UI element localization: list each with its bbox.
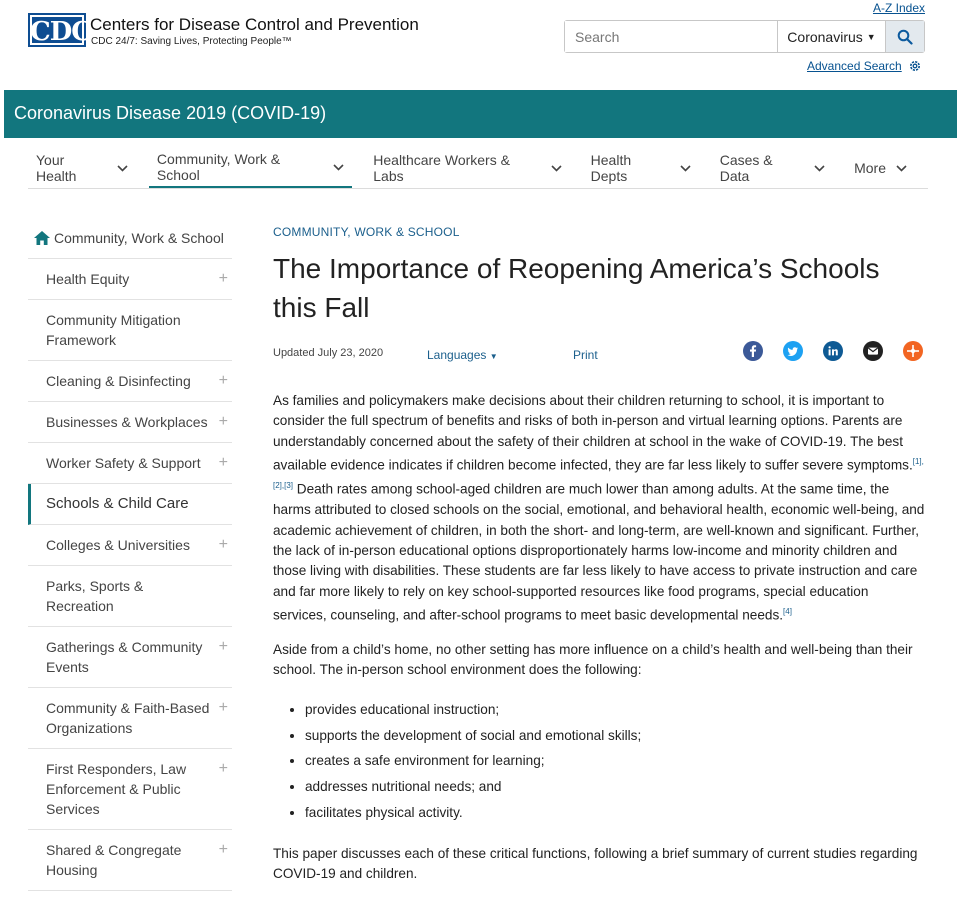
intro-text-b: Death rates among school-aged children are much lower than among adults. At the same time, the harms attributed to closed schools on the social, emotional, and behavioral health, economic well-being, and academic achievement of children, in both the short- and long-term, are well-known and significant. Further, the lack of in-person educational options disproportionately harms low-income and minority children and those living with disabilities. These students are far less likely to have access to private instruction and care and far more likely to rely on key school-supported resources like food programs, special education services, counseling, and after-school programs to meet basic developmental needs.	[273, 481, 925, 623]
social-share	[723, 341, 923, 361]
sidebar-item-label: Community & Faith-Based Organizations	[46, 700, 210, 736]
body-paragraph: Aside from a child’s home, no other setting has more influence on a child’s health and well-being than their school. The in-person school environment does the following:	[273, 642, 913, 678]
nav-more[interactable]	[846, 148, 915, 188]
sidebar-item-businesses[interactable]	[28, 402, 232, 443]
intro-paragraph	[273, 391, 925, 626]
org-name: Centers for Disease Control and Prevention	[90, 15, 419, 34]
gear-icon	[908, 59, 922, 73]
sidebar-item-label: Community Mitigation Framework	[46, 312, 181, 348]
chevron-down-icon	[896, 165, 907, 172]
main-content	[273, 225, 925, 885]
plus-icon[interactable]: +	[218, 699, 228, 716]
chevron-down-icon	[551, 165, 562, 172]
sidebar-item-label: Shared & Congregate Housing	[46, 842, 182, 878]
email-icon[interactable]	[863, 341, 883, 361]
site-banner[interactable]: Coronavirus Disease 2019 (COVID-19)	[4, 90, 957, 138]
search-bar	[564, 20, 925, 53]
nav-community-work-school[interactable]	[149, 148, 352, 188]
sidebar-home-label: Community, Work & School	[54, 230, 224, 246]
plus-icon[interactable]: +	[218, 760, 228, 777]
home-icon	[34, 230, 50, 250]
sidebar-item-worker-safety[interactable]	[28, 443, 232, 484]
plus-icon[interactable]: +	[218, 454, 228, 471]
summary-paragraph: This paper discusses each of these critical functions, following a brief summary of current studies regarding COVID-19 and children.	[273, 845, 918, 882]
page-title: The Importance of Reopening America’s Schools this Fall	[273, 253, 880, 323]
nav-label: Healthcare Workers & Labs	[373, 152, 510, 184]
nav-healthcare-workers-labs[interactable]	[365, 148, 569, 188]
top-nav	[28, 148, 928, 189]
tagline: CDC 24/7: Saving Lives, Protecting People™	[91, 36, 292, 47]
advanced-search-link[interactable]	[807, 59, 922, 73]
list-item: • creates a safe environment for learning;	[305, 748, 925, 774]
caret-down-icon: ▼	[866, 31, 876, 42]
search-scope-dropdown[interactable]	[778, 21, 886, 52]
sidebar-item-label: Schools & Child Care	[46, 495, 189, 512]
sidebar-item-parks[interactable]	[28, 566, 232, 627]
sidebar-item-shared-housing[interactable]	[28, 830, 232, 891]
chevron-down-icon	[117, 165, 128, 172]
functions-list	[305, 697, 925, 826]
plus-icon[interactable]: +	[218, 372, 228, 389]
cdc-logo[interactable]: CDC	[28, 13, 86, 47]
breadcrumb[interactable]: COMMUNITY, WORK & SCHOOL	[273, 225, 460, 239]
sidebar-item-schools[interactable]	[28, 484, 232, 525]
plus-icon[interactable]: +	[218, 413, 228, 430]
plus-icon[interactable]: +	[218, 536, 228, 553]
sidebar-item-label: Gatherings & Community Events	[46, 639, 203, 675]
reference-link[interactable]: [4]	[783, 607, 792, 617]
search-button[interactable]	[886, 21, 924, 52]
nav-label: Cases & Data	[719, 152, 773, 184]
caret-down-icon: ▼	[489, 352, 498, 361]
sidebar-item-cleaning[interactable]	[28, 361, 232, 402]
search-input[interactable]	[565, 21, 778, 52]
plus-icon[interactable]: +	[218, 841, 228, 858]
chevron-down-icon	[333, 164, 344, 171]
nav-cases-data[interactable]	[712, 148, 833, 188]
sidebar-item-faith-based[interactable]	[28, 688, 232, 749]
sidebar-item-label: Colleges & Universities	[46, 537, 190, 553]
az-index-link[interactable]: A-Z Index	[872, 1, 925, 15]
sidebar-item-first-responders[interactable]	[28, 749, 232, 830]
list-item: • addresses nutritional needs; and	[305, 774, 925, 800]
list-item: • supports the development of social and emotional skills;	[305, 723, 925, 749]
nav-label: Your Health	[36, 152, 77, 184]
facebook-icon[interactable]	[743, 341, 763, 361]
plus-icon[interactable]: +	[218, 638, 228, 655]
updated-date: Updated July 23, 2020	[273, 347, 384, 359]
sidebar-item-gatherings[interactable]	[28, 627, 232, 688]
plus-icon[interactable]: +	[218, 270, 228, 287]
sidebar-item-label: First Responders, Law Enforcement & Public Services	[46, 761, 187, 817]
chevron-down-icon	[814, 165, 825, 172]
page-meta-bar	[273, 341, 925, 367]
nav-label: Community, Work & School	[156, 151, 281, 183]
sidebar-item-health-equity[interactable]	[28, 259, 232, 300]
nav-label: More	[854, 160, 886, 176]
intro-text-a: As families and policymakers make decisions about their children returning to school, it is important to consider the full spectrum of benefits and risks of both in-person and virtual learning options. Parents are understandably concerned about the safety of their children at school in the wake of COVID-19. The best available evidence indicates if children become infected, they are far less likely to suffer severe symptoms.	[273, 393, 913, 473]
list-item: • facilitates physical activity.	[305, 800, 925, 826]
search-scope-label: Coronavirus	[787, 28, 863, 45]
search-icon	[897, 29, 913, 45]
sidebar-item-label: Health Equity	[46, 271, 130, 287]
advanced-search-label: Advanced Search	[807, 59, 902, 73]
list-item: • provides educational instruction;	[305, 697, 925, 723]
nav-health-depts[interactable]	[583, 148, 699, 188]
sidebar-item-colleges[interactable]	[28, 525, 232, 566]
print-link[interactable]: Print	[573, 348, 598, 362]
sidebar-item-community-mitigation[interactable]	[28, 300, 232, 361]
languages-dropdown[interactable]	[427, 348, 498, 362]
twitter-icon[interactable]	[783, 341, 803, 361]
chevron-down-icon	[680, 165, 691, 172]
nav-label: Health Depts	[590, 152, 632, 184]
sidebar	[28, 220, 232, 891]
languages-label: Languages	[427, 348, 487, 362]
sidebar-item-label: Worker Safety & Support	[46, 455, 201, 471]
syndicate-icon[interactable]	[903, 341, 923, 361]
sidebar-home-link[interactable]	[28, 220, 232, 259]
linkedin-icon[interactable]	[823, 341, 843, 361]
sidebar-item-label: Cleaning & Disinfecting	[46, 373, 191, 389]
sidebar-item-label: Businesses & Workplaces	[46, 414, 208, 430]
nav-your-health[interactable]	[28, 148, 136, 188]
sidebar-item-label: Parks, Sports & Recreation	[46, 578, 144, 614]
reference-link[interactable]: [1],[2],[3]	[273, 457, 924, 491]
